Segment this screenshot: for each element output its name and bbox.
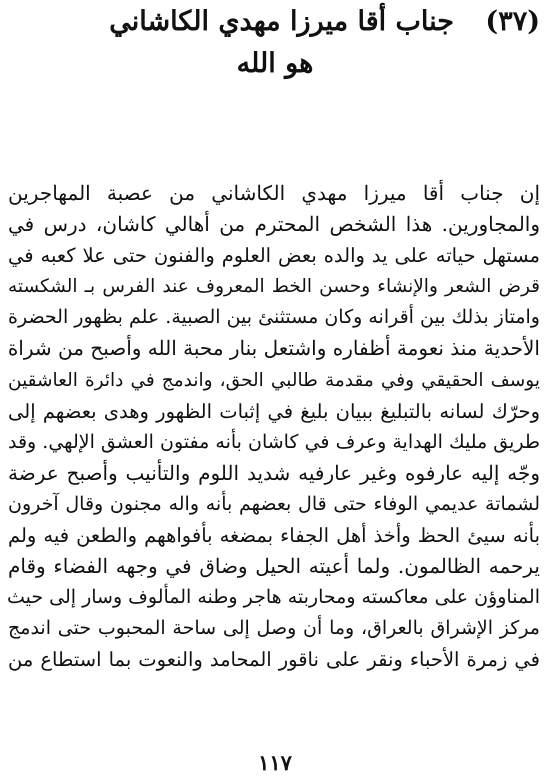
text-line: وامتاز بذلك بين أقرانه وكان مستثنئ بين الصبية. علم بظهور الحضرة <box>8 306 540 329</box>
text-line: لشماتة عديمي الوفاء حتى قال بعضهم بأنه واله مجنون وقال آخرون <box>8 492 540 515</box>
text-line: إن جناب أقا ميرزا مهدي الكاشاني من عصبة المهاجرين <box>8 181 540 205</box>
invocation-heading: هو الله <box>236 48 314 79</box>
text-line: بأنه سيئ الحظ وأخذ أهل الجفاء بمضغه بأفواههم والطعن فيه ولم <box>8 524 540 548</box>
section-number: (٣٧) <box>485 6 540 37</box>
text-line: يوسف الحقيقي وفي مقدمة طالبي الحق، واندمج في دائرة العاشقين <box>8 369 540 391</box>
section-title: جناب أقا ميرزا مهدي الكاشاني <box>109 6 454 37</box>
text-line: وحرّك لسانه بالتبليغ ببيان بليغ في إثبات الظهور وهدى بعضهم إلى <box>8 399 540 423</box>
text-line: مركز الإشراق بالعراق، وما أن وصل إلى ساحة المحبوب حتى اندمج <box>8 617 540 640</box>
text-line: الأحدية منذ نعومة أظفاره واشتعل بنار محبة الله وأصبح من شراة <box>7 336 540 361</box>
text-line: قرض الشعر والإنشاء وحسن الخط المعروف عند الفرس بـ الشكسته <box>8 276 540 298</box>
text-line: مستهل حياته على يد والده بعض العلوم والفنون حتى علا كعبه في <box>8 244 540 268</box>
text-line: والمجاورين. هذا الشخص المحترم من أهالي كاشان، درس في <box>8 212 540 237</box>
text-line: وجّه إليه عارفوه وغير عارفيه شديد اللوم والتأنيب وأصبح عرضة <box>8 460 540 485</box>
text-line: طريق مليك الهداية وعرف في كاشان بأنه مفتون العشق الإلهي. وقد <box>8 430 540 453</box>
body-paragraph <box>8 178 540 676</box>
page-number: ١١٧ <box>258 750 292 775</box>
text-line: في زمرة الأحباء ونقر على ناقور المحامد والنعوت بما استطاع من <box>8 648 540 672</box>
text-line: المناوؤن على معاكسته ومحاربته هاجر وطنه المألوف وسار إلى حيث <box>6 586 540 609</box>
section-heading <box>0 2 550 42</box>
text-line: يرحمه الظالمون. ولما أعيته الحيل وضاق في وجهه الفضاء وقام <box>8 554 540 579</box>
